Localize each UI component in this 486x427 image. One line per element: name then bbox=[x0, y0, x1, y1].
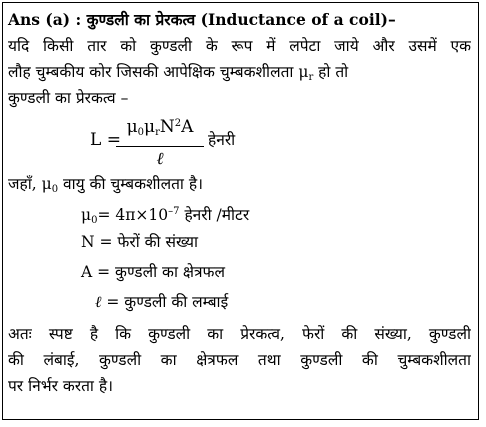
conclusion-line-1: अतः स्पष्ट है कि कुण्डली का प्रेरकत्व, फेरों की संख्या, कुण्डली bbox=[8, 325, 471, 343]
formula-lhs: L = bbox=[90, 130, 121, 150]
intro-line-3: कुण्डली का प्रेरकत्व – bbox=[8, 89, 129, 107]
where-line: जहाँ, $\mu_0$ वायु की चुम्बकशीलता है। bbox=[8, 175, 203, 195]
formula-unit: हेनरी bbox=[208, 131, 236, 149]
def-l: ℓ = कुण्डली की लम्बाई bbox=[95, 293, 229, 311]
formula-fraction bbox=[116, 113, 204, 170]
fraction-bar bbox=[116, 146, 204, 147]
def-A: A = कुण्डली का क्षेत्रफल bbox=[81, 263, 226, 281]
formula-denominator: ℓ bbox=[156, 149, 164, 169]
def-mu0: $\mu_0= 4\pi\times 10^{-7}$ हेनरी /मीटर bbox=[81, 206, 250, 226]
answer-heading bbox=[8, 7, 471, 33]
formula-numerator: $\mu_0\mu_rN^2A$ bbox=[126, 117, 194, 138]
def-N: N = फेरों की संख्या bbox=[81, 233, 199, 251]
conclusion-line-2: की लंबाई, कुण्डली का क्षेत्रफल तथा कुण्डली की चुम्बकशीलता bbox=[8, 351, 471, 369]
heading-english: (Inductance of a coil)– bbox=[195, 10, 396, 29]
heading-hindi: कुण्डली का प्रेरकत्व bbox=[86, 10, 196, 29]
answer-box bbox=[2, 2, 479, 420]
conclusion-line-3: पर निर्भर करता है। bbox=[8, 377, 113, 395]
intro-line-1: यदि किसी तार को कुण्डली के रूप में लपेटा जाये और उसमें एक bbox=[8, 37, 471, 55]
intro-line-2: लौह चुम्बकीय कोर जिसकी आपेक्षिक चुम्बकशीलता $\mu_r$ हो तो bbox=[8, 63, 349, 83]
inductance-formula bbox=[8, 111, 471, 171]
answer-label: Ans (a) : bbox=[8, 10, 87, 29]
